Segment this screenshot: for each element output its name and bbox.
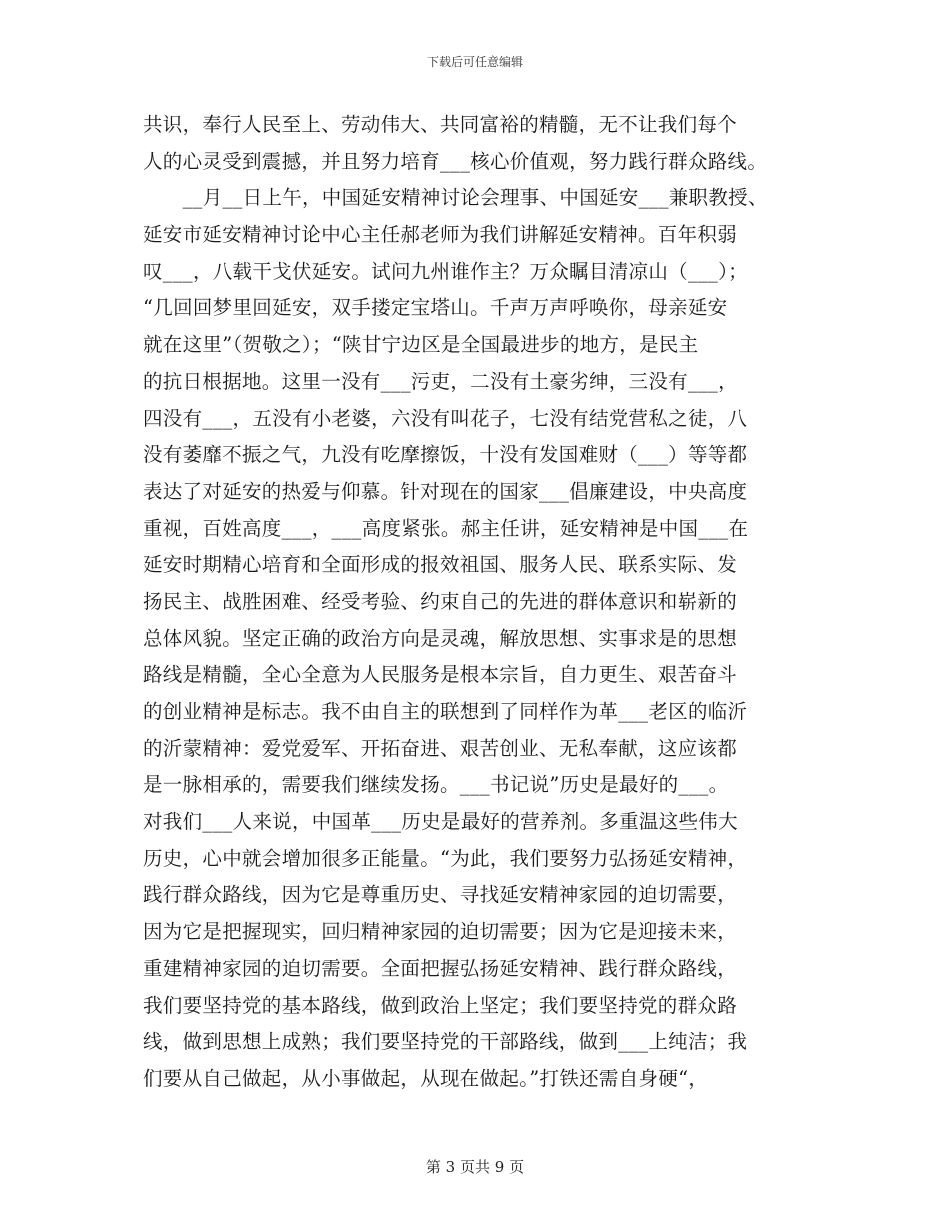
text-line: 扬民主、战胜困难、经受考验、约束自己的先进的群体意识和崭新的 [143,589,738,613]
page-header: 下载后可任意编辑 [426,55,523,69]
text-line: 延安市延安精神讨论中心主任郝老师为我们讲解延安精神。百年积弱 [143,223,738,247]
text-line: 共识，奉行人民至上、劳动伟大、共同富裕的精髓，无不让我们每个 [143,113,738,136]
text-line: 的沂蒙精神：爱党爱军、开拓奋进、艰苦创业、无私奉献，这应该都 [143,736,738,760]
text-line: 的创业精神是标志。我不由自主的联想到了同样作为革___老区的临沂 [143,700,748,723]
document-body [143,107,833,1098]
text-line: 人的心灵受到震撼，并且努力培育___核心价值观，努力践行群众路线。 [143,149,768,173]
text-line: 总体风貌。坚定正确的政治方向是灵魂，解放思想、实事求是的思想 [143,626,738,650]
text-line: 叹___，八载干戈伏延安。试问九州谁作主？万众瞩目清凉山（___）； [143,259,748,283]
text-line: 表达了对延安的热爱与仰慕。针对现在的国家___倡廉建设，中央高度 [143,479,748,503]
text-line: 因为它是把握现实，回归精神家园的迫切需要；因为它是迎接未来， [143,920,738,944]
text-line: 的抗日根据地。这里一没有___污吏，二没有土豪劣绅，三没有___， [143,369,738,393]
text-line: 是一脉相承的，需要我们继续发扬。___书记说”历史是最好的___。 [143,773,729,797]
text-line: 重视，百姓高度___，___高度紧张。郝主任讲，延安精神是中国___在 [143,516,749,540]
text-line: 对我们___人来说，中国革___历史是最好的营养剂。多重温这些伟大 [143,810,738,834]
text-line: 践行群众路线，因为它是尊重历史、寻找延安精神家园的迫切需要， [143,883,738,907]
text-line: 们要从自己做起，从小事做起，从现在做起。”打铁还需自身硬“， [143,1066,709,1090]
text-line: 延安时期精心培育和全面形成的报效祖国、服务人民、联系实际、发 [143,553,738,577]
text-line: 就在这里”（贺敬之）；“陕甘宁边区是全国最进步的地方，是民主 [143,333,699,357]
text-line: 线，做到思想上成熟；我们要坚持党的干部路线，做到___上纯洁；我 [143,1030,748,1054]
page-number-footer: 第 3 页共 9 页 [425,1158,525,1176]
text-line: 我们要坚持党的基本路线，做到政治上坚定；我们要坚持党的群众路 [143,993,738,1017]
text-line: __月__日上午，中国延安精神讨论会理事、中国延安___兼职教授、 [143,186,768,210]
text-line: “几回回梦里回延安，双手搂定宝塔山。千声万声呼唤你，母亲延安 [143,296,728,320]
text-line: 没有萎靡不振之气，九没有吃摩擦饭，十没有发国难财（___）等等都 [143,443,748,467]
text-line: 路线是精髓，全心全意为人民服务是根本宗旨，自力更生、艰苦奋斗 [143,663,738,687]
text-line: 四没有___，五没有小老婆，六没有叫花子，七没有结党营私之徒，八 [143,406,748,430]
text-line: 重建精神家园的迫切需要。全面把握弘扬延安精神、践行群众路线， [143,956,738,980]
text-line: 历史，心中就会增加很多正能量。“为此，我们要努力弘扬延安精神， [143,846,748,870]
